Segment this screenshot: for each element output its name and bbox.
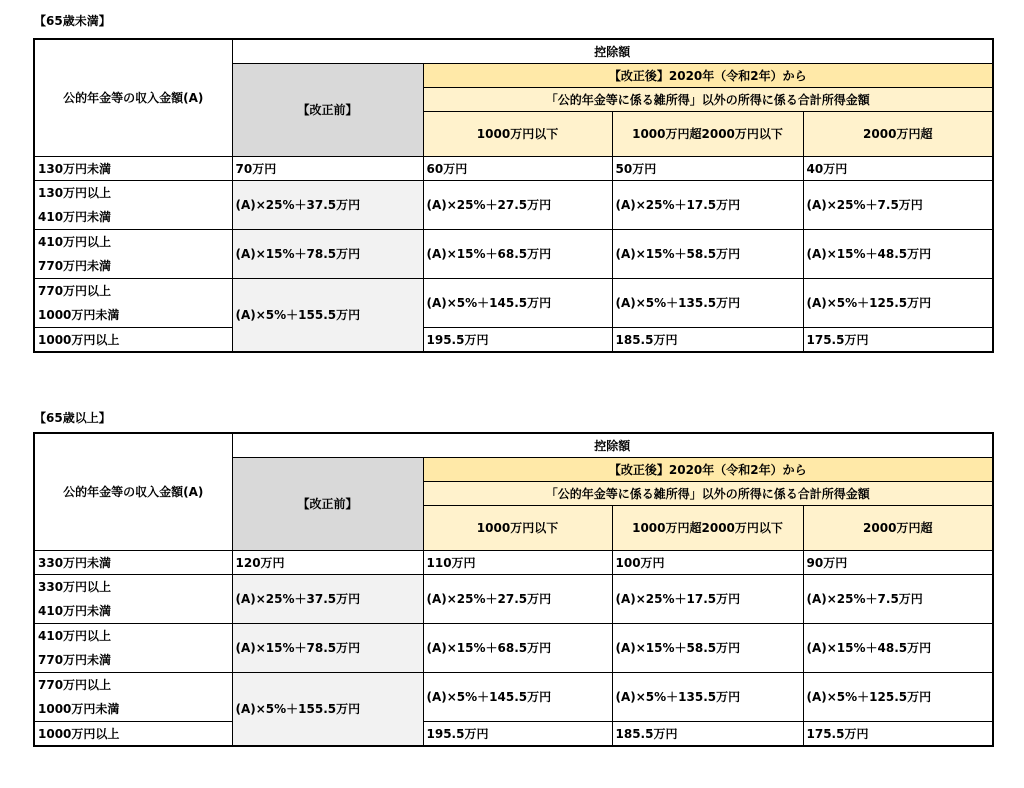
column-header-over-20m: 2000万円超	[803, 112, 993, 157]
after-value-under-10m: (A)×5%＋145.5万円	[423, 673, 612, 722]
table-row	[34, 624, 993, 673]
table-row	[34, 157, 993, 181]
after-value-over-20m: 175.5万円	[803, 722, 993, 747]
table-row	[34, 328, 993, 353]
section-title-65-and-over: 【65歳以上】	[34, 411, 111, 425]
after-value-10m-to-20m: (A)×15%＋58.5万円	[612, 230, 803, 279]
after-value-under-10m: (A)×5%＋145.5万円	[423, 279, 612, 328]
after-value-under-10m: 110万円	[423, 551, 612, 575]
table-row	[34, 673, 993, 722]
before-revision-header: 【改正前】	[232, 64, 423, 157]
income-range-from: 770万円以上	[38, 678, 112, 692]
before-value: (A)×25%＋37.5万円	[232, 575, 423, 624]
table-row	[34, 181, 993, 230]
column-header-10m-to-20m: 1000万円超2000万円以下	[612, 506, 803, 551]
table-row	[34, 551, 993, 575]
after-value-10m-to-20m: (A)×25%＋17.5万円	[612, 181, 803, 230]
income-range	[34, 181, 232, 230]
after-value-over-20m: (A)×5%＋125.5万円	[803, 279, 993, 328]
section-title-under-65: 【65歳未満】	[34, 14, 111, 28]
after-value-over-20m: (A)×5%＋125.5万円	[803, 673, 993, 722]
before-value: 70万円	[232, 157, 423, 181]
table-row	[34, 575, 993, 624]
income-range-to: 770万円未満	[38, 653, 112, 667]
deduction-table-under-65	[33, 38, 994, 353]
income-range-from: 130万円以上	[38, 186, 112, 200]
income-range-to: 1000万円未満	[38, 702, 120, 716]
deduction-header: 控除額	[232, 39, 993, 64]
after-value-under-10m: (A)×15%＋68.5万円	[423, 230, 612, 279]
column-header-under-10m: 1000万円以下	[423, 506, 612, 551]
after-value-under-10m: 195.5万円	[423, 722, 612, 747]
before-value: (A)×5%＋155.5万円	[232, 673, 423, 747]
after-value-10m-to-20m: (A)×5%＋135.5万円	[612, 673, 803, 722]
after-value-over-20m: (A)×25%＋7.5万円	[803, 181, 993, 230]
column-header-over-20m: 2000万円超	[803, 506, 993, 551]
income-range: 130万円未満	[34, 157, 232, 181]
income-range-to: 770万円未満	[38, 259, 112, 273]
before-revision-header: 【改正前】	[232, 458, 423, 551]
column-header-10m-to-20m: 1000万円超2000万円以下	[612, 112, 803, 157]
before-value: 120万円	[232, 551, 423, 575]
income-range-from: 770万円以上	[38, 284, 112, 298]
other-income-header: 「公的年金等に係る雑所得」以外の所得に係る合計所得金額	[423, 482, 993, 506]
income-range	[34, 673, 232, 722]
income-header: 公的年金等の収入金額(A)	[34, 433, 232, 551]
income-range	[34, 575, 232, 624]
before-value: (A)×15%＋78.5万円	[232, 230, 423, 279]
after-value-under-10m: (A)×25%＋27.5万円	[423, 181, 612, 230]
income-range: 1000万円以上	[34, 722, 232, 747]
income-range: 330万円未満	[34, 551, 232, 575]
income-range-to: 1000万円未満	[38, 308, 120, 322]
after-value-under-10m: 60万円	[423, 157, 612, 181]
after-value-over-20m: 175.5万円	[803, 328, 993, 353]
income-range	[34, 230, 232, 279]
income-range: 1000万円以上	[34, 328, 232, 353]
income-range	[34, 279, 232, 328]
column-header-under-10m: 1000万円以下	[423, 112, 612, 157]
after-value-10m-to-20m: (A)×5%＋135.5万円	[612, 279, 803, 328]
deduction-table-65-and-over	[33, 432, 994, 747]
income-range-from: 410万円以上	[38, 629, 112, 643]
table-row	[34, 279, 993, 328]
other-income-header: 「公的年金等に係る雑所得」以外の所得に係る合計所得金額	[423, 88, 993, 112]
income-range-from: 330万円以上	[38, 580, 112, 594]
after-value-10m-to-20m: 50万円	[612, 157, 803, 181]
after-value-over-20m: 90万円	[803, 551, 993, 575]
after-value-over-20m: (A)×15%＋48.5万円	[803, 624, 993, 673]
table-row	[34, 722, 993, 747]
after-revision-header: 【改正後】2020年（令和2年）から	[423, 64, 993, 88]
after-value-over-20m: (A)×15%＋48.5万円	[803, 230, 993, 279]
after-value-under-10m: 195.5万円	[423, 328, 612, 353]
after-value-under-10m: (A)×15%＋68.5万円	[423, 624, 612, 673]
after-value-over-20m: 40万円	[803, 157, 993, 181]
before-value: (A)×25%＋37.5万円	[232, 181, 423, 230]
after-value-under-10m: (A)×25%＋27.5万円	[423, 575, 612, 624]
after-value-10m-to-20m: 185.5万円	[612, 328, 803, 353]
after-value-10m-to-20m: 185.5万円	[612, 722, 803, 747]
income-range-to: 410万円未満	[38, 604, 112, 618]
before-value: (A)×5%＋155.5万円	[232, 279, 423, 353]
after-value-over-20m: (A)×25%＋7.5万円	[803, 575, 993, 624]
after-revision-header: 【改正後】2020年（令和2年）から	[423, 458, 993, 482]
income-range	[34, 624, 232, 673]
table-row	[34, 230, 993, 279]
after-value-10m-to-20m: 100万円	[612, 551, 803, 575]
income-range-from: 410万円以上	[38, 235, 112, 249]
income-range-to: 410万円未満	[38, 210, 112, 224]
before-value: (A)×15%＋78.5万円	[232, 624, 423, 673]
income-header: 公的年金等の収入金額(A)	[34, 39, 232, 157]
deduction-header: 控除額	[232, 433, 993, 458]
after-value-10m-to-20m: (A)×25%＋17.5万円	[612, 575, 803, 624]
after-value-10m-to-20m: (A)×15%＋58.5万円	[612, 624, 803, 673]
